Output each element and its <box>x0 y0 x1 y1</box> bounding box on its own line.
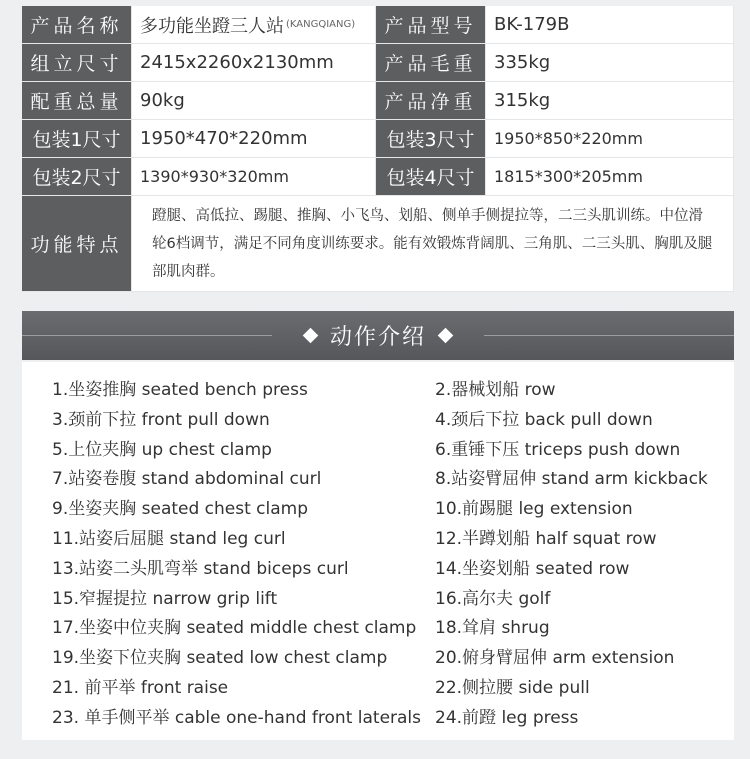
package4-label: 包装4尺寸 <box>376 158 486 196</box>
package4-value: 1815*300*205mm <box>486 158 734 196</box>
product-name-label: 产品名称 <box>22 6 132 44</box>
model-value: BK-179B <box>486 6 734 44</box>
exercise-item: 6.重锤下压 triceps push down <box>435 439 681 460</box>
section-banner <box>22 311 734 360</box>
size-label: 组立尺寸 <box>22 44 132 82</box>
package1-value: 1950*470*220mm <box>132 120 376 158</box>
size-value: 2415x2260x2130mm <box>132 44 376 82</box>
net-weight-value: 315kg <box>486 82 734 120</box>
spec-table <box>22 6 734 292</box>
banner-rule-right <box>484 335 734 336</box>
exercise-item: 15.窄握提拉 narrow grip lift <box>52 588 278 609</box>
exercise-item: 18.耸肩 shrug <box>435 618 550 639</box>
net-weight-label: 产品净重 <box>376 82 486 120</box>
counterweight-value: 90kg <box>132 82 376 120</box>
exercise-item: 17.坐姿中位夹胸 seated middle chest clamp <box>52 618 417 639</box>
brand-note: (KANGQIANG) <box>286 19 356 30</box>
exercise-list <box>22 362 734 740</box>
exercise-item: 16.高尔夫 golf <box>435 588 551 609</box>
gross-weight-value: 335kg <box>486 44 734 82</box>
counterweight-label: 配重总量 <box>22 82 132 120</box>
model-label: 产品型号 <box>376 6 486 44</box>
package2-value: 1390*930*320mm <box>132 158 376 196</box>
spec-row <box>22 82 734 120</box>
spec-row <box>22 158 734 196</box>
exercise-item: 19.坐姿下位夹胸 seated low chest clamp <box>52 648 388 669</box>
package3-value: 1950*850*220mm <box>486 120 734 158</box>
package3-label: 包装3尺寸 <box>376 120 486 158</box>
spec-row <box>22 44 734 82</box>
spec-row <box>22 120 734 158</box>
exercise-item: 1.坐姿推胸 seated bench press <box>52 380 308 400</box>
exercise-item: 4.颈后下拉 back pull down <box>435 409 653 430</box>
exercise-item: 12.半蹲划船 half squat row <box>435 529 657 549</box>
banner-rule-left <box>22 335 272 336</box>
spec-row <box>22 6 734 44</box>
exercise-item: 8.站姿臂屈伸 stand arm kickback <box>435 469 708 490</box>
exercise-item: 3.颈前下拉 front pull down <box>52 409 270 430</box>
features-row <box>22 196 734 292</box>
exercise-item: 10.前踢腿 leg extension <box>435 499 633 520</box>
features-value: 蹬腿、高低拉、踢腿、推胸、小飞鸟、划船、侧单手侧提拉等，二三头肌训练。中位滑轮6档调节，满足不同角度训练要求。能有效锻炼背阔肌、三角肌、二三头肌、胸肌及腿部肌肉群。 <box>132 196 734 292</box>
exercise-item: 13.站姿二头肌弯举 stand biceps curl <box>52 558 349 579</box>
product-name-value <box>132 6 376 44</box>
package1-label: 包装1尺寸 <box>22 120 132 158</box>
diamond-icon <box>303 328 319 344</box>
package2-label: 包装2尺寸 <box>22 158 132 196</box>
exercise-item: 9.坐姿夹胸 seated chest clamp <box>52 499 309 520</box>
product-name-text: 多功能坐蹬三人站 <box>140 15 284 37</box>
exercise-item: 22.侧拉腰 side pull <box>435 678 590 698</box>
diamond-icon <box>438 328 454 344</box>
exercise-item: 23. 单手侧平举 cable one-hand front laterals <box>52 707 422 728</box>
section-title: 动作介绍 <box>329 325 426 350</box>
exercise-item: 24.前蹬 leg press <box>435 707 579 728</box>
exercise-item: 11.站姿后屈腿 stand leg curl <box>52 529 286 549</box>
exercise-item: 7.站姿卷腹 stand abdominal curl <box>52 469 322 490</box>
exercise-item: 14.坐姿划船 seated row <box>435 558 630 579</box>
gross-weight-label: 产品毛重 <box>376 44 486 82</box>
exercise-item: 2.器械划船 row <box>435 380 556 400</box>
exercise-item: 20.俯身臂屈伸 arm extension <box>435 648 675 669</box>
section-title-wrap <box>289 320 467 351</box>
exercise-item: 21. 前平举 front raise <box>52 678 229 698</box>
features-label: 功能特点 <box>22 196 132 292</box>
exercise-item: 5.上位夹胸 up chest clamp <box>52 439 272 460</box>
